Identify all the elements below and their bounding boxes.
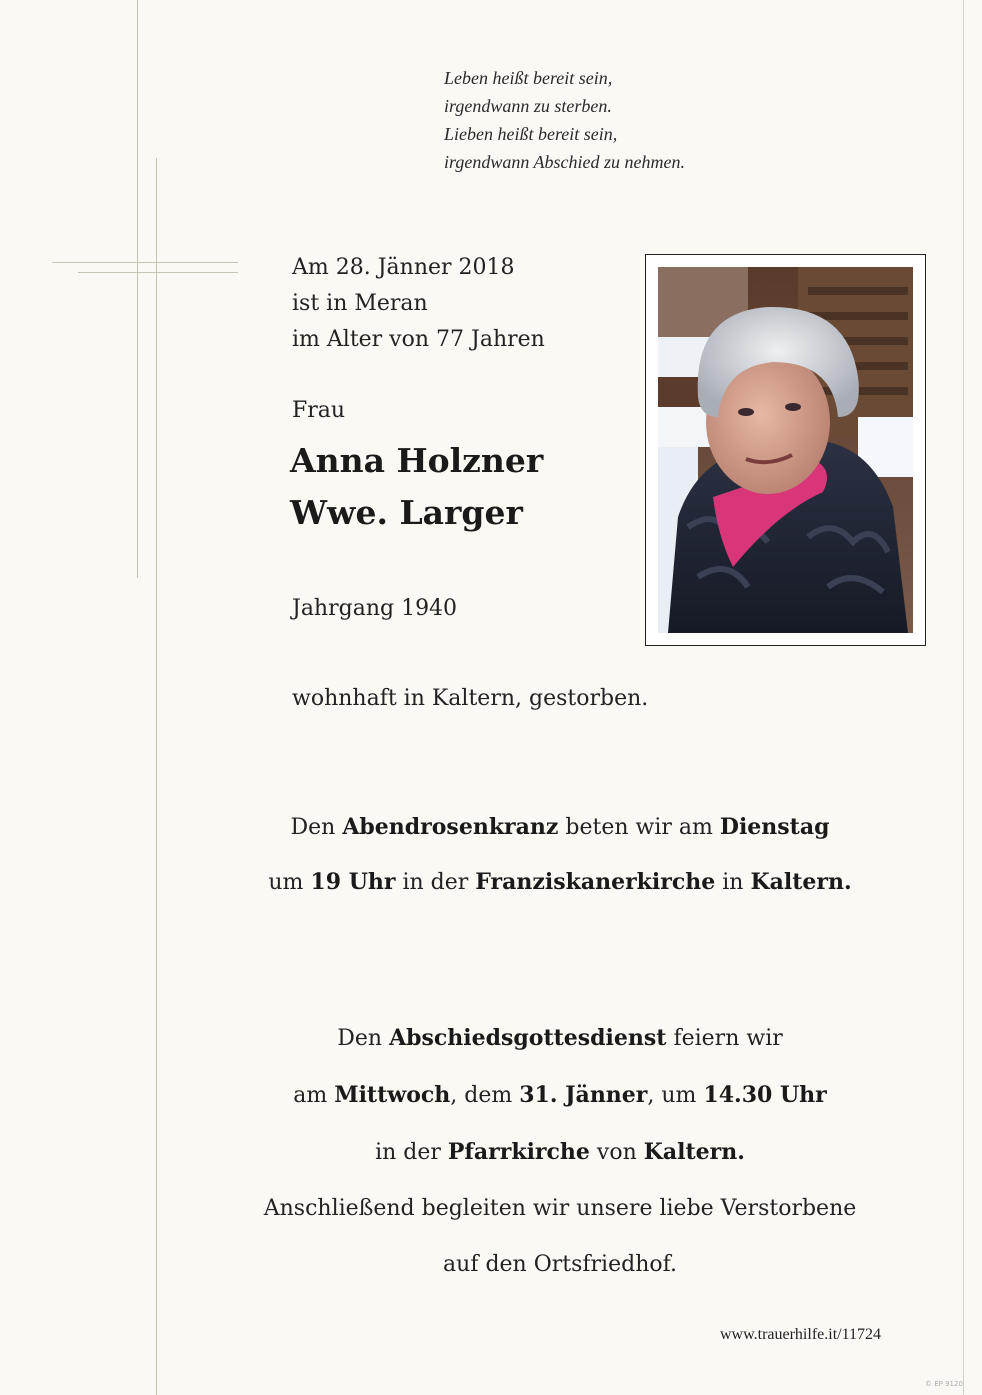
rosary-line-2	[150, 855, 970, 910]
rosary-time: 19 Uhr	[310, 869, 396, 895]
deceased-name-line1: Anna Holzner	[290, 441, 544, 480]
text-segment: in	[715, 870, 751, 895]
deceased-name-line2: Wwe. Larger	[290, 493, 523, 532]
funeral-town: Kaltern.	[643, 1139, 745, 1165]
death-announcement-intro	[292, 250, 545, 358]
funeral-date: 31. Jänner	[519, 1082, 648, 1108]
text-segment: in der	[375, 1140, 448, 1165]
rosary-day: Dienstag	[719, 814, 830, 840]
text-segment: in der	[395, 870, 476, 895]
funeral-keyword: Abschiedsgottesdienst	[389, 1025, 667, 1051]
funeral-notice	[150, 1010, 970, 1293]
poem-line: irgendwann Abschied zu nehmen.	[444, 152, 685, 172]
poem-line: Leben heißt bereit sein,	[444, 68, 613, 88]
birth-year: Jahrgang 1940	[292, 596, 458, 621]
text-segment: beten wir am	[558, 815, 720, 840]
rosary-church: Franziskanerkirche	[475, 869, 716, 895]
residence-text: wohnhaft in Kaltern, gestorben.	[292, 686, 649, 711]
portrait-photo	[658, 267, 913, 633]
funeral-time: 14.30 Uhr	[703, 1082, 827, 1108]
funeral-church: Pfarrkirche	[447, 1139, 590, 1165]
rosary-town: Kaltern.	[750, 869, 852, 895]
salutation: Frau	[292, 398, 346, 423]
funeral-line-4: Anschließend begleiten wir unsere liebe Verstorbene	[263, 1196, 857, 1221]
intro-line-date: Am 28. Jänner 2018	[292, 255, 515, 280]
cross-horizontal-line-top	[52, 262, 238, 263]
poem-line: irgendwann zu sterben.	[444, 96, 612, 116]
text-segment: , dem	[450, 1083, 520, 1108]
print-code: © EP 9120	[925, 1380, 963, 1388]
intro-line-age: im Alter von 77 Jahren	[292, 327, 545, 352]
rosary-keyword: Abendrosenkranz	[342, 814, 559, 840]
funeral-day: Mittwoch	[334, 1082, 451, 1108]
funeral-line-1	[150, 1010, 970, 1067]
portrait-frame	[645, 254, 926, 646]
website-link[interactable]: www.trauerhilfe.it/11724	[720, 1326, 881, 1343]
deceased-name	[290, 435, 543, 539]
poem-line: Lieben heißt bereit sein,	[444, 124, 618, 144]
poem-verse	[444, 64, 685, 176]
funeral-line-5: auf den Ortsfriedhof.	[443, 1252, 677, 1277]
text-segment: Den	[337, 1026, 390, 1051]
cross-vertical-line-left	[137, 0, 138, 578]
intro-line-place: ist in Meran	[292, 291, 428, 316]
funeral-line-2	[150, 1067, 970, 1124]
funeral-line-3	[150, 1124, 970, 1181]
text-segment: um	[268, 870, 311, 895]
text-segment: feiern wir	[666, 1026, 783, 1051]
text-segment: von	[589, 1140, 644, 1165]
cross-horizontal-line-bottom	[78, 272, 238, 273]
text-segment: am	[293, 1083, 335, 1108]
rosary-line-1	[150, 800, 970, 855]
text-segment: , um	[647, 1083, 704, 1108]
text-segment: Den	[290, 815, 343, 840]
rosary-notice	[150, 800, 970, 910]
